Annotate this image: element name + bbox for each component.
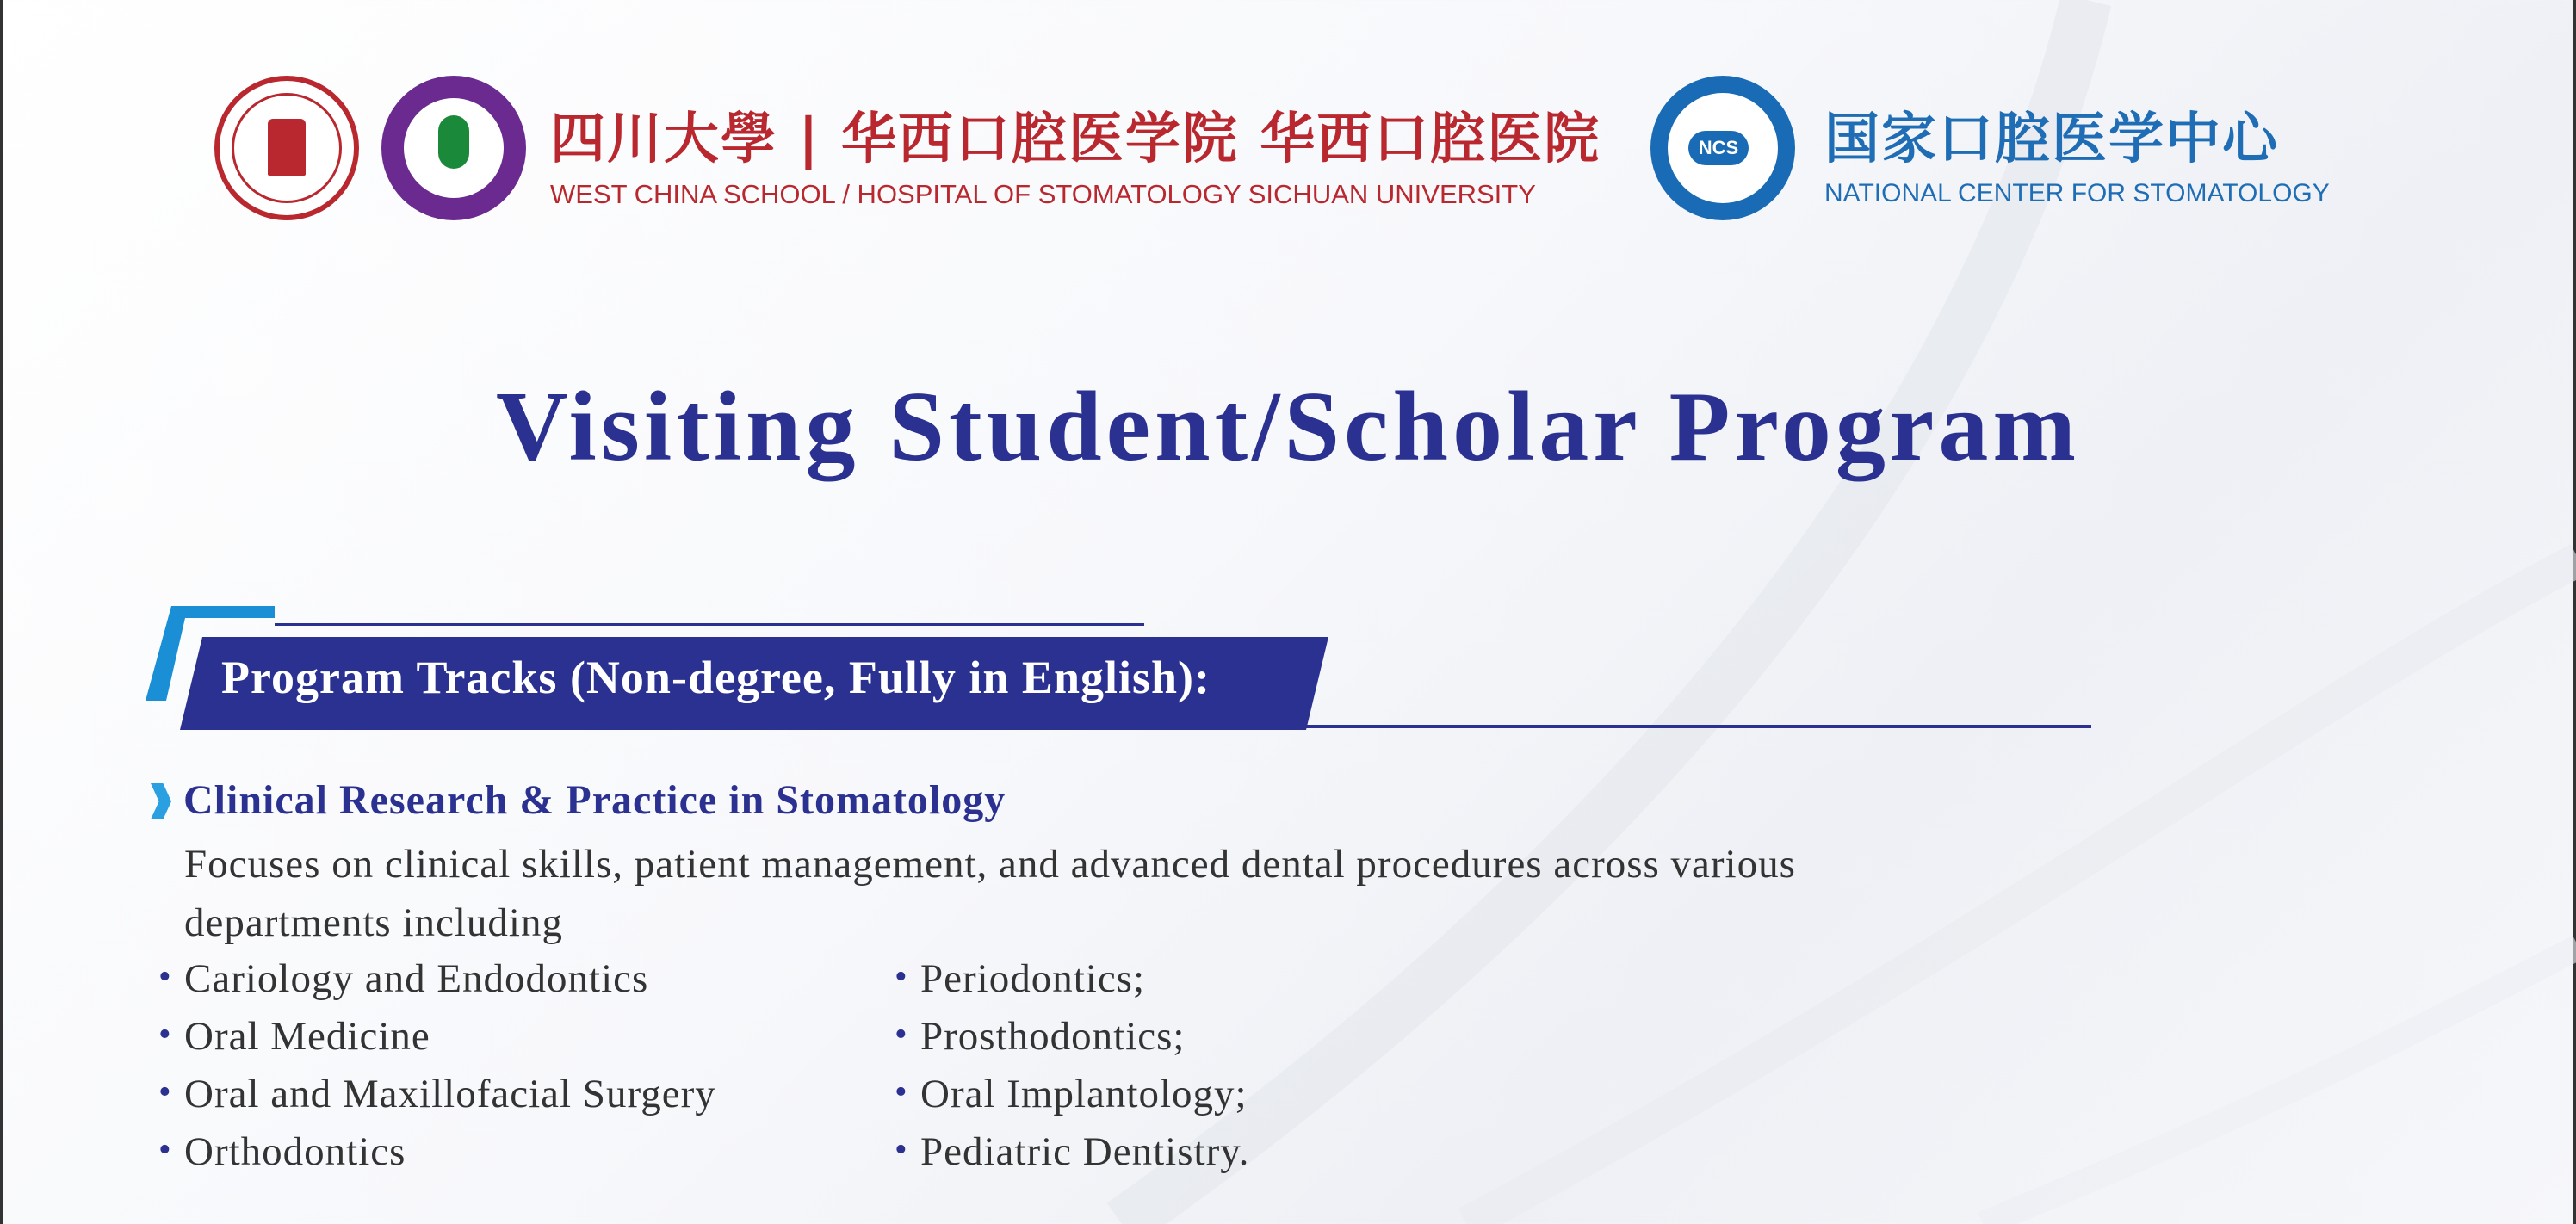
department-list-right: [895, 950, 1249, 1181]
ncs-badge: NCS: [1688, 131, 1749, 165]
national-center-name: [1824, 95, 2330, 208]
school-name-chinese: 四川大學 | 华西口腔医学院 华西口腔医院: [550, 108, 1601, 171]
header-logos: [214, 76, 2384, 227]
national-center-logo: [1650, 76, 1795, 220]
track-description: Focuses on clinical skills, patient management, and advanced dental procedures across various departments including: [184, 842, 1796, 945]
list-item: • Periodontics;: [895, 950, 1249, 1008]
list-item: • Cariology and Endodontics: [158, 950, 716, 1008]
sichuan-university-logo: [214, 76, 359, 220]
page-title: Visiting Student/Scholar Program: [496, 372, 2080, 482]
banner-line-top: [275, 623, 1144, 626]
center-name-english: NATIONAL CENTER FOR STOMATOLOGY: [1824, 179, 2330, 207]
department-list-left: [158, 950, 716, 1181]
section-banner: [146, 606, 2091, 730]
center-name-chinese: 国家口腔医学中心: [1824, 108, 2279, 171]
banner-line-bottom: [1299, 725, 2091, 728]
track-title: Clinical Research & Practice in Stomatology: [183, 777, 1006, 823]
list-item: • Pediatric Dentistry.: [895, 1123, 1249, 1181]
list-item: • Orthodontics: [158, 1123, 716, 1181]
school-name-english: WEST CHINA SCHOOL / HOSPITAL OF STOMATOLOGY SICHUAN UNIVERSITY: [550, 179, 1536, 209]
west-china-stomatology-logo: [381, 76, 526, 220]
list-item: • Prosthodontics;: [895, 1008, 1249, 1066]
west-china-school-name: [550, 95, 1601, 210]
list-item: • Oral and Maxillofacial Surgery: [158, 1066, 716, 1123]
list-item: • Oral Medicine: [158, 1008, 716, 1066]
list-item: • Oral Implantology;: [895, 1066, 1249, 1123]
banner-label: Program Tracks (Non-degree, Fully in English):: [221, 652, 1211, 703]
